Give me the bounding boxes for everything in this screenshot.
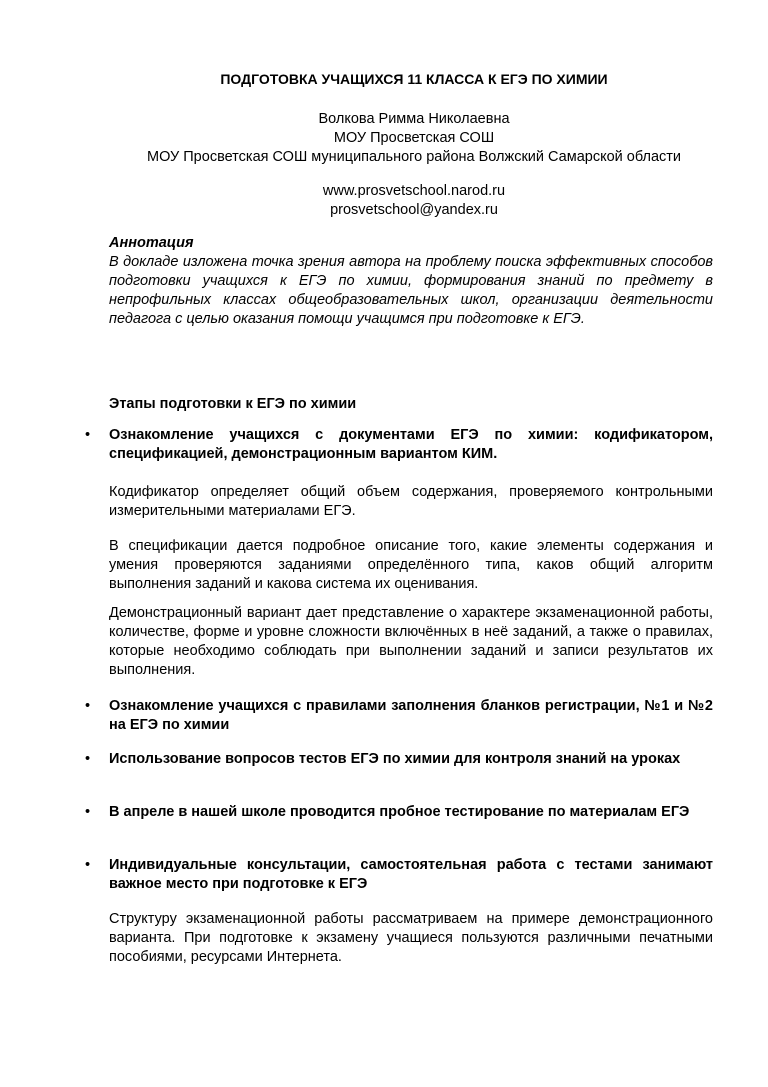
email-link[interactable]: prosvetschool@yandex.ru [330, 202, 498, 218]
author-block [0, 110, 768, 148]
bullet-text: Ознакомление учащихся с документами ЕГЭ по химии: кодификатором, спецификацией, демонстрационным вариантом КИМ. [109, 427, 713, 462]
bullet-text: Индивидуальные консультации, самостоятельная работа с тестами занимают важное место при подготовке к ЕГЭ [109, 857, 713, 892]
author-school: МОУ Просветская СОШ [333, 130, 495, 146]
stages-heading: Этапы подготовки к ЕГЭ по химии [109, 396, 357, 412]
list-item [85, 750, 713, 769]
bullet-text: В апреле в нашей школе проводится пробное тестирование по материалам ЕГЭ [109, 804, 690, 820]
paragraph: Кодификатор определяет общий объем содержания, проверяемого контрольными измерительными материалами ЕГЭ. [109, 484, 713, 519]
document-title: ПОДГОТОВКА УЧАЩИХСЯ 11 КЛАССА К ЕГЭ ПО ХИМИИ [220, 71, 608, 87]
paragraph: Демонстрационный вариант дает представление о характере экзаменационной работы, количестве, форме и уровне сложности включённых в неё заданий, а также о правилах, которые необходимо соблюдать при выполнении заданий и записи результатов их выполнения. [109, 605, 713, 678]
bullet-icon: • [85, 698, 91, 714]
list-item [85, 856, 713, 894]
list-item [85, 697, 713, 735]
list-item [85, 803, 713, 822]
paragraph: Структуру экзаменационной работы рассматриваем на примере демонстрационного варианта. При подготовке к экзамену учащиеся пользуются различными печатными пособиями, ресурсами Интернета. [109, 911, 713, 965]
contacts-block [0, 182, 768, 220]
annotation [109, 234, 713, 329]
bullet-icon: • [85, 857, 91, 873]
bullet-icon: • [85, 751, 91, 767]
annotation-text: В докладе изложена точка зрения автора на проблему поиска эффективных способов подготовки учащихся к ЕГЭ по химии, формирования знаний по предмету в непрофильных классах общеобразовательных школ, организации деятельности педагога с целью оказания помощи учащимся при подготовке к ЕГЭ. [109, 254, 713, 327]
bullet-icon: • [85, 427, 91, 443]
author-name: Волкова Римма Николаевна [318, 111, 510, 127]
list-item [85, 426, 713, 464]
paragraph: В спецификации дается подробное описание того, какие элементы содержания и умения проверяются заданиями определённого типа, каков общий алгоритм выполнения заданий и какова система их оценивания. [109, 538, 713, 592]
bullet-text: Ознакомление учащихся с правилами заполнения бланков регистрации, №1 и №2 на ЕГЭ по химии [109, 698, 713, 733]
website-link[interactable]: www.prosvetschool.narod.ru [322, 183, 506, 199]
school-full-name: МОУ Просветская СОШ муниципального района Волжский Самарской области [146, 149, 681, 165]
bullet-icon: • [85, 804, 91, 820]
annotation-heading: Аннотация [109, 235, 194, 251]
bullet-text: Использование вопросов тестов ЕГЭ по химии для контроля знаний на уроках [109, 751, 681, 767]
